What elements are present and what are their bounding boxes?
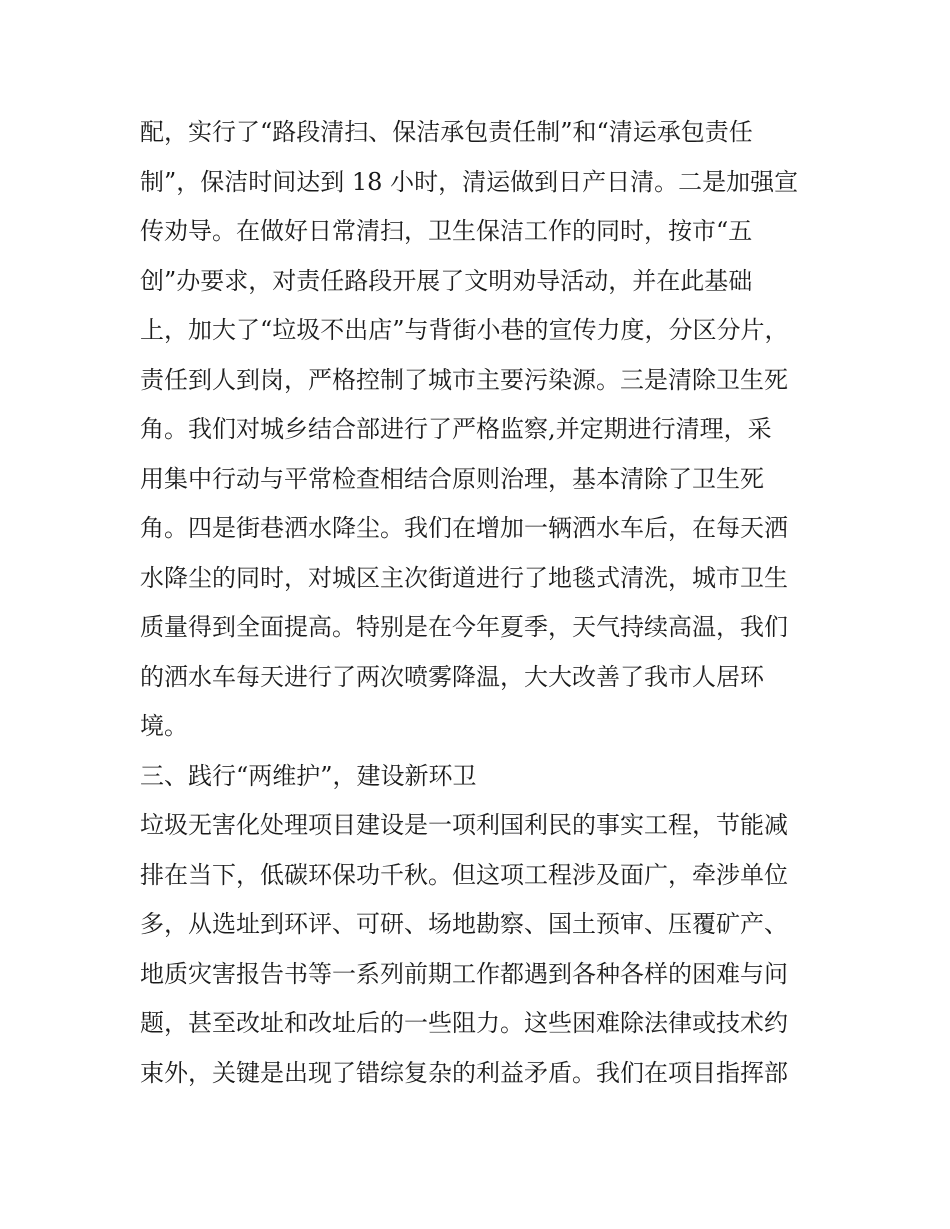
text-line-8: 用集中行动与平常检查相结合原则治理，基本清除了卫生死 [140,464,764,493]
text-line-1: 配，实行了“路段清扫、保洁承包责任制”和“清运承包责任 [140,118,753,146]
text-line-16: 排在当下，低碳环保功千秋。但这项工程涉及面广，牵涉单位 [140,860,788,889]
text-line-17: 多，从选址到环评、可研、场地勘察、国土预审、压覆矿产、 [140,910,788,938]
document-body [140,108,820,1098]
text-line-7: 角。我们对城乡结合部进行了严格监察,并定期进行清理，采 [140,415,772,443]
text-line-12: 的洒水车每天进行了两次喷雾降温，大大改善了我市人居环 [140,662,764,691]
text-line-15: 垃圾无害化处理项目建设是一项利国利民的事实工程，节能减 [140,811,788,839]
text-line-4: 创”办要求，对责任路段开展了文明劝导活动，并在此基础 [140,266,753,295]
text-line-5: 上，加大了“垃圾不出店”与背街小巷的宣传力度，分区分片， [140,316,789,344]
text-line-9: 角。四是街巷洒水降尘。我们在增加一辆洒水车后，在每天洒 [140,514,788,542]
text-line-20: 束外，关键是出现了错综复杂的利益矛盾。我们在项目指挥部 [140,1058,788,1087]
section-heading: 三、践行“两维护”，建设新环卫 [140,761,477,790]
text-line-11: 质量得到全面提高。特别是在今年夏季，天气持续高温，我们 [140,613,788,641]
text-line-13: 境。 [140,712,188,740]
text-line-18: 地质灾害报告书等一系列前期工作都遇到各种各样的困难与问 [140,959,788,988]
text-line-19: 题，甚至改址和改址后的一些阻力。这些困难除法律或技术约 [140,1009,788,1037]
text-line-2: 制”，保洁时间达到 18 小时，清运做到日产日清。二是加强宣 [140,167,799,196]
text-line-10: 水降尘的同时，对城区主次街道进行了地毯式清洗，城市卫生 [140,563,788,592]
text-line-6: 责任到人到岗，严格控制了城市主要污染源。三是清除卫生死 [140,365,788,394]
text-line-3: 传劝导。在做好日常清扫，卫生保洁工作的同时，按市“五 [140,217,753,245]
